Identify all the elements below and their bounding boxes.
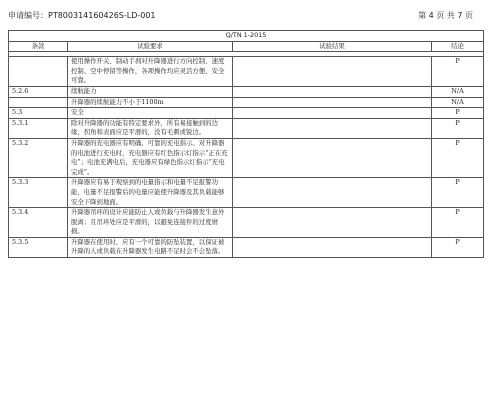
clause-cell: 5.3.4: [9, 208, 68, 238]
clause-cell: 5.3.3: [9, 178, 68, 208]
clause-cell: [9, 57, 68, 87]
result-cell: [233, 118, 432, 138]
clause-cell: 5.3.2: [9, 138, 68, 177]
table-row: [9, 208, 484, 238]
requirement-cell: 安全: [68, 108, 233, 119]
clause-cell: 5.3: [9, 108, 68, 119]
verdict-cell: P: [432, 178, 484, 208]
standard-row: [9, 31, 484, 42]
result-cell: [233, 138, 432, 177]
clause-cell: [9, 97, 68, 108]
requirement-cell: 升降器应有易于观察到的电量指示和电量不足报警功能，电量不足报警后的电量应能使升降器及其负载能够安全下降到地面。: [68, 178, 233, 208]
result-cell: [233, 57, 432, 87]
verdict-cell: P: [432, 138, 484, 177]
verdict-cell: N/A: [432, 86, 484, 97]
verdict-cell: P: [432, 208, 484, 238]
result-cell: [233, 178, 432, 208]
table-row: [9, 86, 484, 97]
requirement-cell: 续航能力: [68, 86, 233, 97]
table-row: [9, 57, 484, 87]
standard-code: Q/TN 1-2015: [9, 31, 484, 42]
requirement-cell: 升降器的充电器应有明确、可靠的充电指示。对升降器的电池进行充电时，充电器应有红色指示灯指示“正在充电”；电池充满电后，充电器应有绿色指示灯指示“充电完成”。: [68, 138, 233, 177]
column-header-verdict: 结论: [432, 41, 484, 52]
requirement-cell: 升降器在使用时，应有一个可靠的防坠装置，以保证被升降的人或负载在升降器发生电路不足时会不会坠落。: [68, 237, 233, 257]
result-cell: [233, 97, 432, 108]
verdict-cell: N/A: [432, 97, 484, 108]
table-row: [9, 237, 484, 257]
table-row: [9, 178, 484, 208]
requirement-cell: 除对升降器的功能有特定要求外，所有易接触到的边缘、拐角和表面应是平滑的，没有毛刺或锐边。: [68, 118, 233, 138]
table-row: [9, 97, 484, 108]
table-row: [9, 108, 484, 119]
application-number: 申请编号：PT800314160426S-LD-001: [8, 11, 156, 20]
result-cell: [233, 86, 432, 97]
clause-cell: 5.3.5: [9, 237, 68, 257]
result-cell: [233, 108, 432, 119]
verdict-cell: P: [432, 118, 484, 138]
column-header-requirement: 试验要求: [68, 41, 233, 52]
requirement-cell: 升降器吊环的设计应能防止人或负载与升降器发生意外脱离；且吊环处应是平滑的，以避免连接件的过度磨损。: [68, 208, 233, 238]
verdict-cell: P: [432, 237, 484, 257]
column-header-row: [9, 41, 484, 52]
clause-cell: 5.3.1: [9, 118, 68, 138]
table-row: [9, 118, 484, 138]
result-cell: [233, 237, 432, 257]
result-cell: [233, 208, 432, 238]
requirement-cell: 升降器的续航能力不小于1100m: [68, 97, 233, 108]
column-header-clause: 条款: [9, 41, 68, 52]
test-results-table: [8, 30, 484, 258]
clause-cell: 5.2.6: [9, 86, 68, 97]
column-header-result: 试验结果: [233, 41, 432, 52]
page-indicator: 第 4 页 共 7 页: [418, 11, 473, 20]
requirement-cell: 使用操作开关、制动手刹对升降器进行方向控制、速度控制、空中停留等操作，各项操作均应灵活方便、安全可靠。: [68, 57, 233, 87]
verdict-cell: P: [432, 57, 484, 87]
verdict-cell: P: [432, 108, 484, 119]
table-row: [9, 138, 484, 177]
